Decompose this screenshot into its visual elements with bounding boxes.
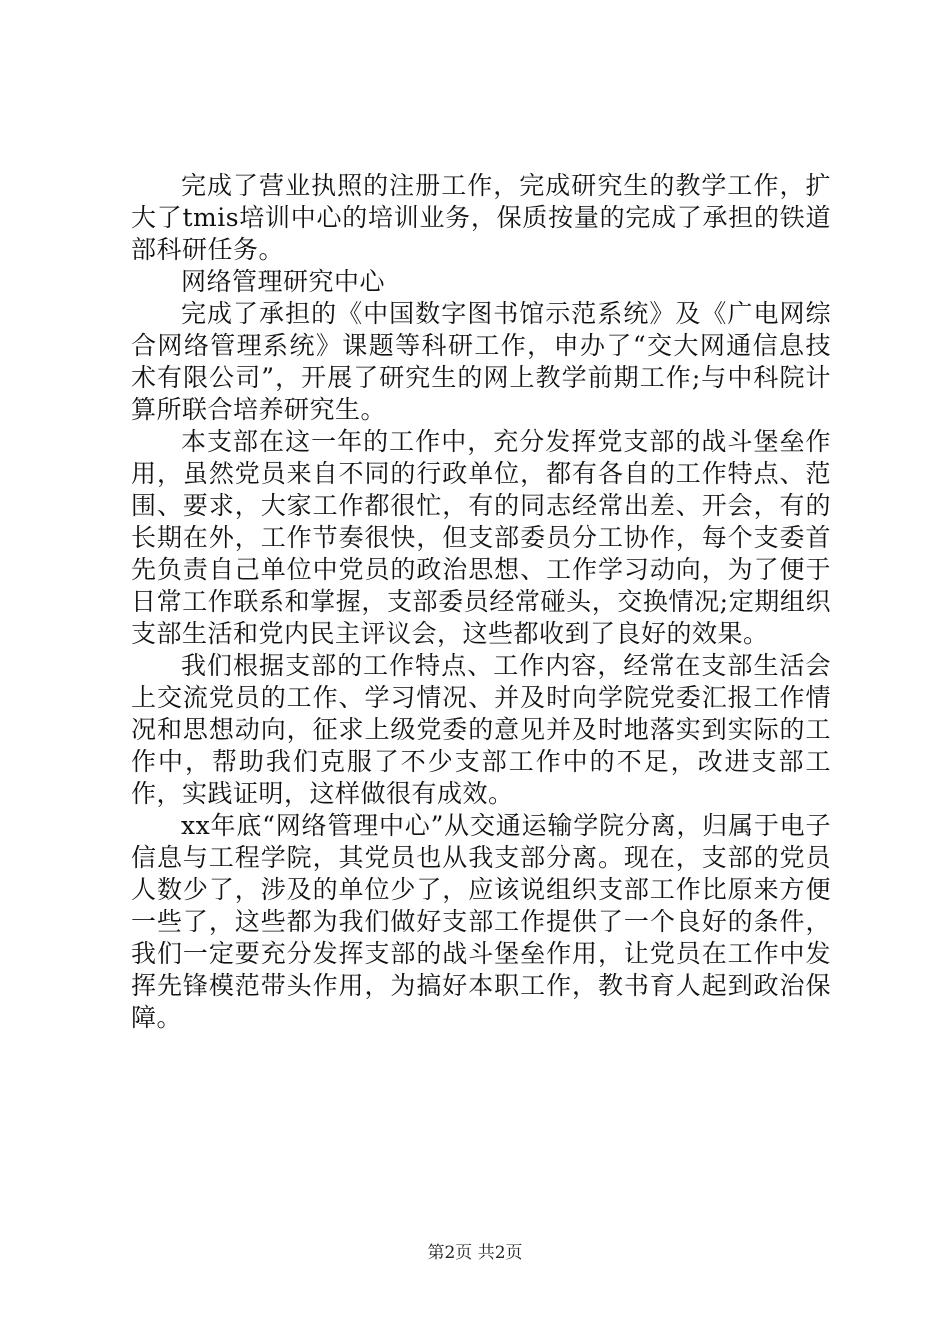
paragraph-exchange-reports: 我们根据支部的工作特点、工作内容，经常在支部生活会上交流党员的工作、学习情况、并及时向学院党委汇报工作情况和思想动向，征求上级党委的意见并及时地落实到实际的工作中，帮助我们克服了不少支部工作中的不足，改进支部工作，实践证明，这样做很有成效。 <box>131 651 831 808</box>
paragraph-branch-work: 本支部在这一年的工作中，充分发挥党支部的战斗堡垒作用，虽然党员来自不同的行政单位，都有各自的工作特点、范围、要求，大家工作都很忙，有的同志经常出差、开会，有的长期在外，工作节奏很快，但支部委员分工协作，每个支委首先负责自己单位中党员的政治思想、工作学习动向，为了便于日常工作联系和掌握，支部委员经常碰头，交换情况;定期组织支部生活和党内民主评议会，这些都收到了良好的效果。 <box>131 427 831 648</box>
paragraph-reorganization: xx年底“网络管理中心”从交通运输学院分离，归属于电子信息与工程学院，其党员也从我支部分离。现在，支部的党员人数少了，涉及的单位少了，应该说组织支部工作比原来方便一些了，这些都为我们做好支部工作提供了一个良好的条件，我们一定要充分发挥支部的战斗堡垒作用，让党员在工作中发挥先锋模范带头作用，为搞好本职工作，教书育人起到政治保障。 <box>131 811 831 1032</box>
document-body <box>131 170 831 1034</box>
page-number-footer: 第2页 共2页 <box>427 1243 523 1263</box>
section-heading-network-center: 网络管理研究中心 <box>181 267 386 296</box>
paragraph-business-license: 完成了营业执照的注册工作，完成研究生的教学工作，扩大了tmis培训中心的培训业务，保质按量的完成了承担的铁道部科研任务。 <box>131 171 831 264</box>
paragraph-research-projects: 完成了承担的《中国数字图书馆示范系统》及《广电网综合网络管理系统》课题等科研工作，申办了“交大网通信息技术有限公司”，开展了研究生的网上教学前期工作;与中科院计算所联合培养研究生。 <box>131 299 831 424</box>
